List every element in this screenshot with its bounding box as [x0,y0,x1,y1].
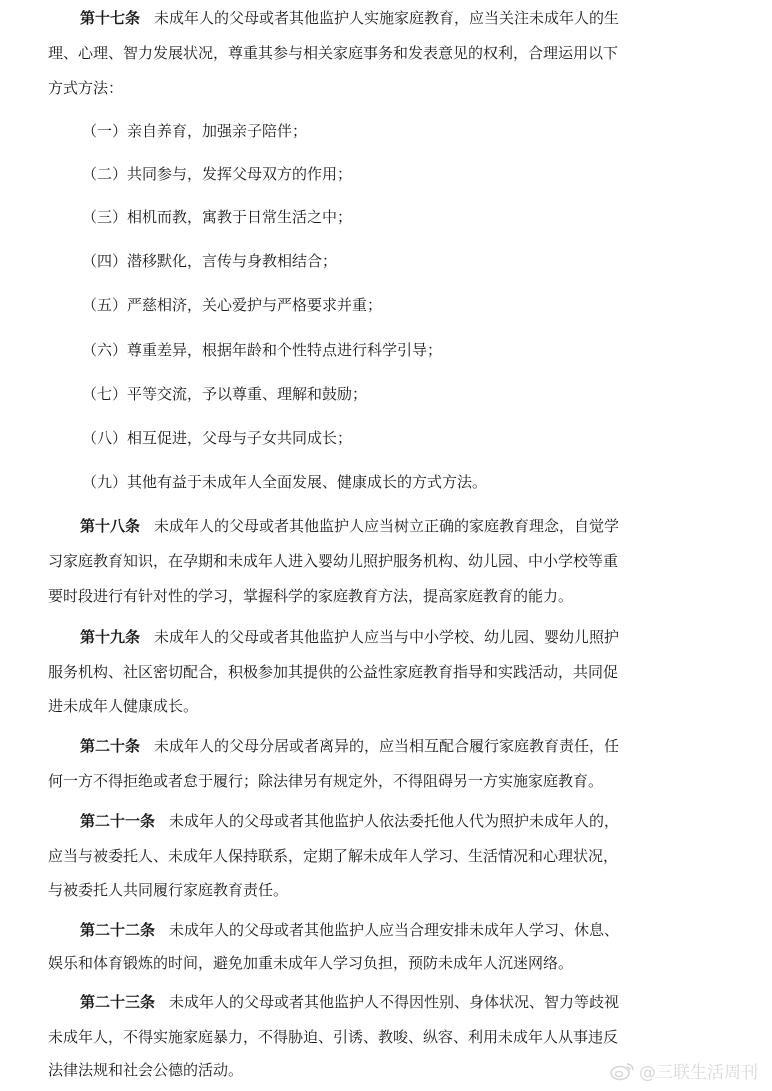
article-text-line: 服务机构、社区密切配合，积极参加其提供的公益性家庭教育指导和实践活动，共同促 [48,663,619,681]
article-text-line: 未成年人的父母或者其他监护人实施家庭教育，应当关注未成年人的生 [154,9,620,27]
article-text-line: 方式方法： [48,79,124,97]
list-item: （一）亲自养育，加强亲子陪伴； [82,122,308,140]
article-title: 第十八条 [80,517,141,535]
article-text-line: 未成年人的父母或者其他监护人应当与中小学校、幼儿园、婴幼儿照护 [154,628,620,646]
weibo-icon [609,1061,635,1081]
list-item: （九）其他有益于未成年人全面发展、健康成长的方式方法。 [82,473,488,491]
list-item: （二）共同参与，发挥父母双方的作用； [82,165,353,183]
list-item: （七）平等交流，予以尊重、理解和鼓励； [82,385,368,403]
watermark [609,1058,758,1083]
article-text-line: 要时段进行有针对性的学习，掌握科学的家庭教育方法，提高家庭教育的能力。 [48,587,574,605]
article-text-line: 未成年人的父母或者其他监护人不得因性别、身体状况、智力等歧视 [169,993,620,1011]
list-item: （五）严慈相济，关心爱护与严格要求并重； [82,296,383,314]
article-text-line: 未成年人的父母或者其他监护人依法委托他人代为照护未成年人的， [169,812,620,830]
list-item: （六）尊重差异，根据年龄和个性特点进行科学引导； [82,341,443,359]
article-text-line: 法律法规和社会公德的活动。 [48,1061,244,1079]
article-text-line: 与被委托人共同履行家庭教育责任。 [48,881,289,899]
article-title: 第十九条 [80,628,141,646]
article-text-line: 进未成年人健康成长。 [48,697,199,715]
article-text-line: 未成年人，不得实施家庭暴力，不得胁迫、引诱、教唆、纵容、利用未成年人从事违反 [48,1028,619,1046]
article-text-line: 习家庭教育知识，在孕期和未成年人进入婴幼儿照护服务机构、幼儿园、中小学校等重 [48,552,619,570]
article-text-line: 娱乐和体育锻炼的时间，避免加重未成年人学习负担，预防未成年人沉迷网络。 [48,954,574,972]
article-title: 第二十二条 [80,921,156,939]
article-title: 第十七条 [80,9,141,27]
article-text-line: 未成年人的父母或者其他监护人应当树立正确的家庭教育理念，自觉学 [154,517,620,535]
article-title: 第二十一条 [80,812,156,830]
watermark-text: @三联生活周刊 [639,1063,758,1083]
article-text-line: 何一方不得拒绝或者怠于履行；除法律另有规定外，不得阻碍另一方实施家庭教育。 [48,772,604,790]
list-item: （四）潜移默化，言传与身教相结合； [82,252,338,270]
article-text-line: 应当与被委托人、未成年人保持联系，定期了解未成年人学习、生活情况和心理状况， [48,847,619,865]
article-text-line: 未成年人的父母或者其他监护人应当合理安排未成年人学习、休息、 [169,921,620,939]
article-title: 第二十条 [80,737,141,755]
article-text-line: 理、心理、智力发展状况，尊重其参与相关家庭事务和发表意见的权利，合理运用以下 [48,44,619,62]
list-item: （三）相机而教，寓教于日常生活之中； [82,208,353,226]
list-item: （八）相互促进，父母与子女共同成长； [82,429,353,447]
article-text-line: 未成年人的父母分居或者离异的，应当相互配合履行家庭教育责任，任 [154,737,620,755]
article-title: 第二十三条 [80,993,156,1011]
